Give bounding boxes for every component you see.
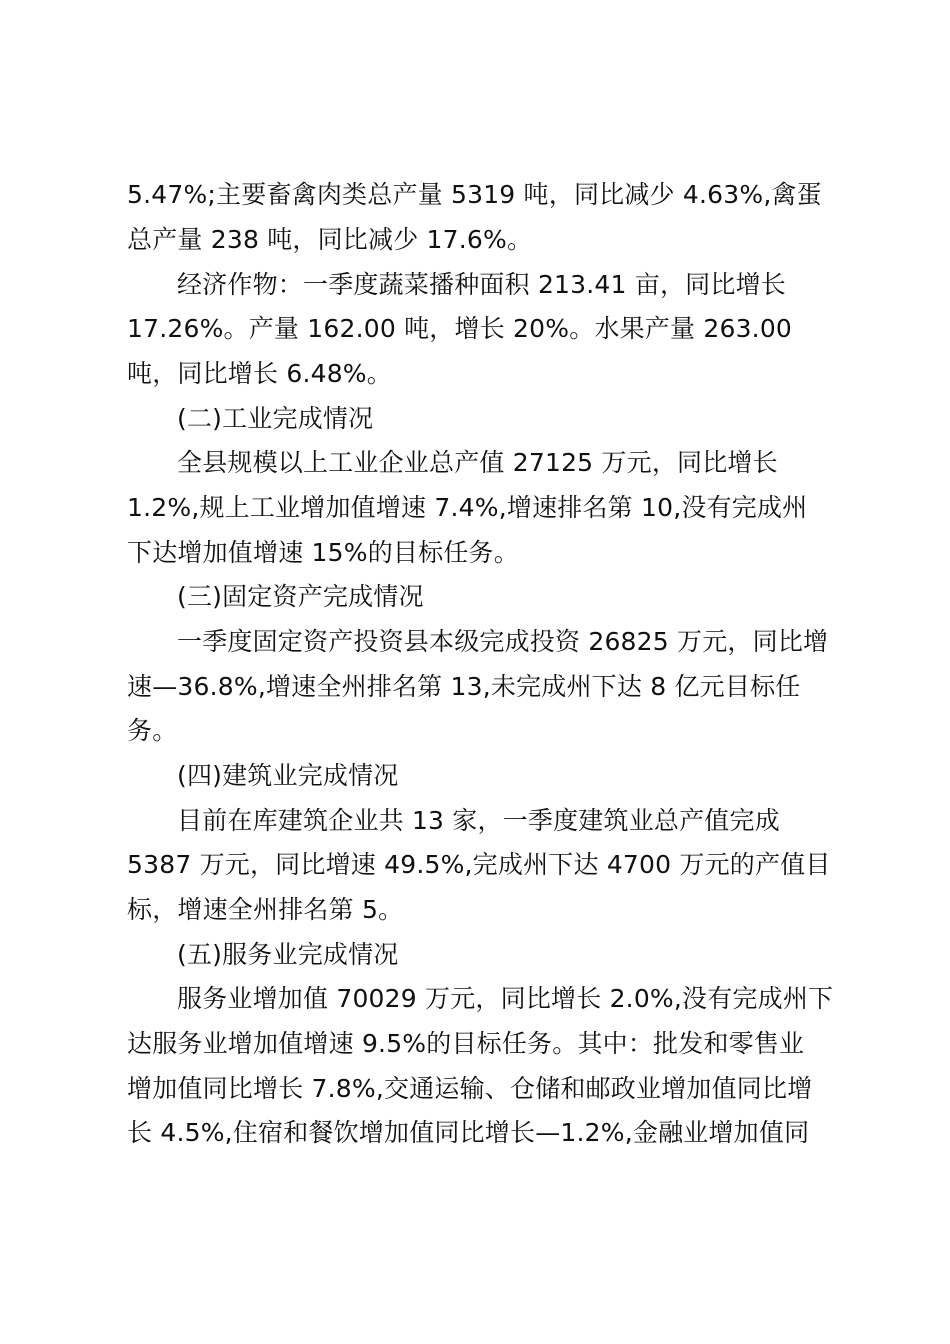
paragraph-line: 标，增速全州排名第 5。 [127, 895, 404, 924]
paragraph-line: 增加值同比增长 7.8%,交通运输、仓储和邮政业增加值同比增 [127, 1074, 813, 1103]
paragraph-line: 目前在库建筑企业共 13 家，一季度建筑业总产值完成 [177, 806, 780, 835]
paragraph-line: 总产量 238 吨，同比减少 17.6%。 [127, 225, 533, 254]
paragraph-line: 达服务业增加值增速 9.5%的目标任务。其中：批发和零售业 [127, 1029, 805, 1058]
section-heading: (五)服务业完成情况 [177, 940, 399, 969]
paragraph-line: 5387 万元，同比增速 49.5%,完成州下达 4700 万元的产值目 [127, 850, 831, 879]
paragraph-line: 下达增加值增速 15%的目标任务。 [127, 538, 519, 567]
paragraph-line: 17.26%。产量 162.00 吨，增长 20%。水果产量 263.00 [127, 314, 793, 343]
paragraph-line: 服务业增加值 70029 万元，同比增长 2.0%,没有完成州下 [177, 984, 834, 1013]
paragraph-line: 务。 [127, 716, 178, 745]
paragraph-line: 1.2%,规上工业增加值增速 7.4%,增速排名第 10,没有完成州 [127, 493, 808, 522]
section-heading: (四)建筑业完成情况 [177, 761, 399, 790]
section-heading: (二)工业完成情况 [177, 404, 374, 433]
paragraph-line: 速—36.8%,增速全州排名第 13,未完成州下达 8 亿元目标任 [127, 672, 801, 701]
paragraph-line: 5.47%;主要畜禽肉类总产量 5319 吨，同比减少 4.63%,禽蛋 [127, 180, 822, 209]
paragraph-line: 吨，同比增长 6.48%。 [127, 359, 392, 388]
paragraph-line: 经济作物：一季度蔬菜播种面积 213.41 亩，同比增长 [177, 270, 786, 299]
paragraph-line: 一季度固定资产投资县本级完成投资 26825 万元，同比增 [177, 627, 829, 656]
paragraph-line: 全县规模以上工业企业总产值 27125 万元，同比增长 [177, 448, 778, 477]
section-heading: (三)固定资产完成情况 [177, 582, 424, 611]
paragraph-line: 长 4.5%,住宿和餐饮增加值同比增长—1.2%,金融业增加值同 [127, 1118, 810, 1147]
